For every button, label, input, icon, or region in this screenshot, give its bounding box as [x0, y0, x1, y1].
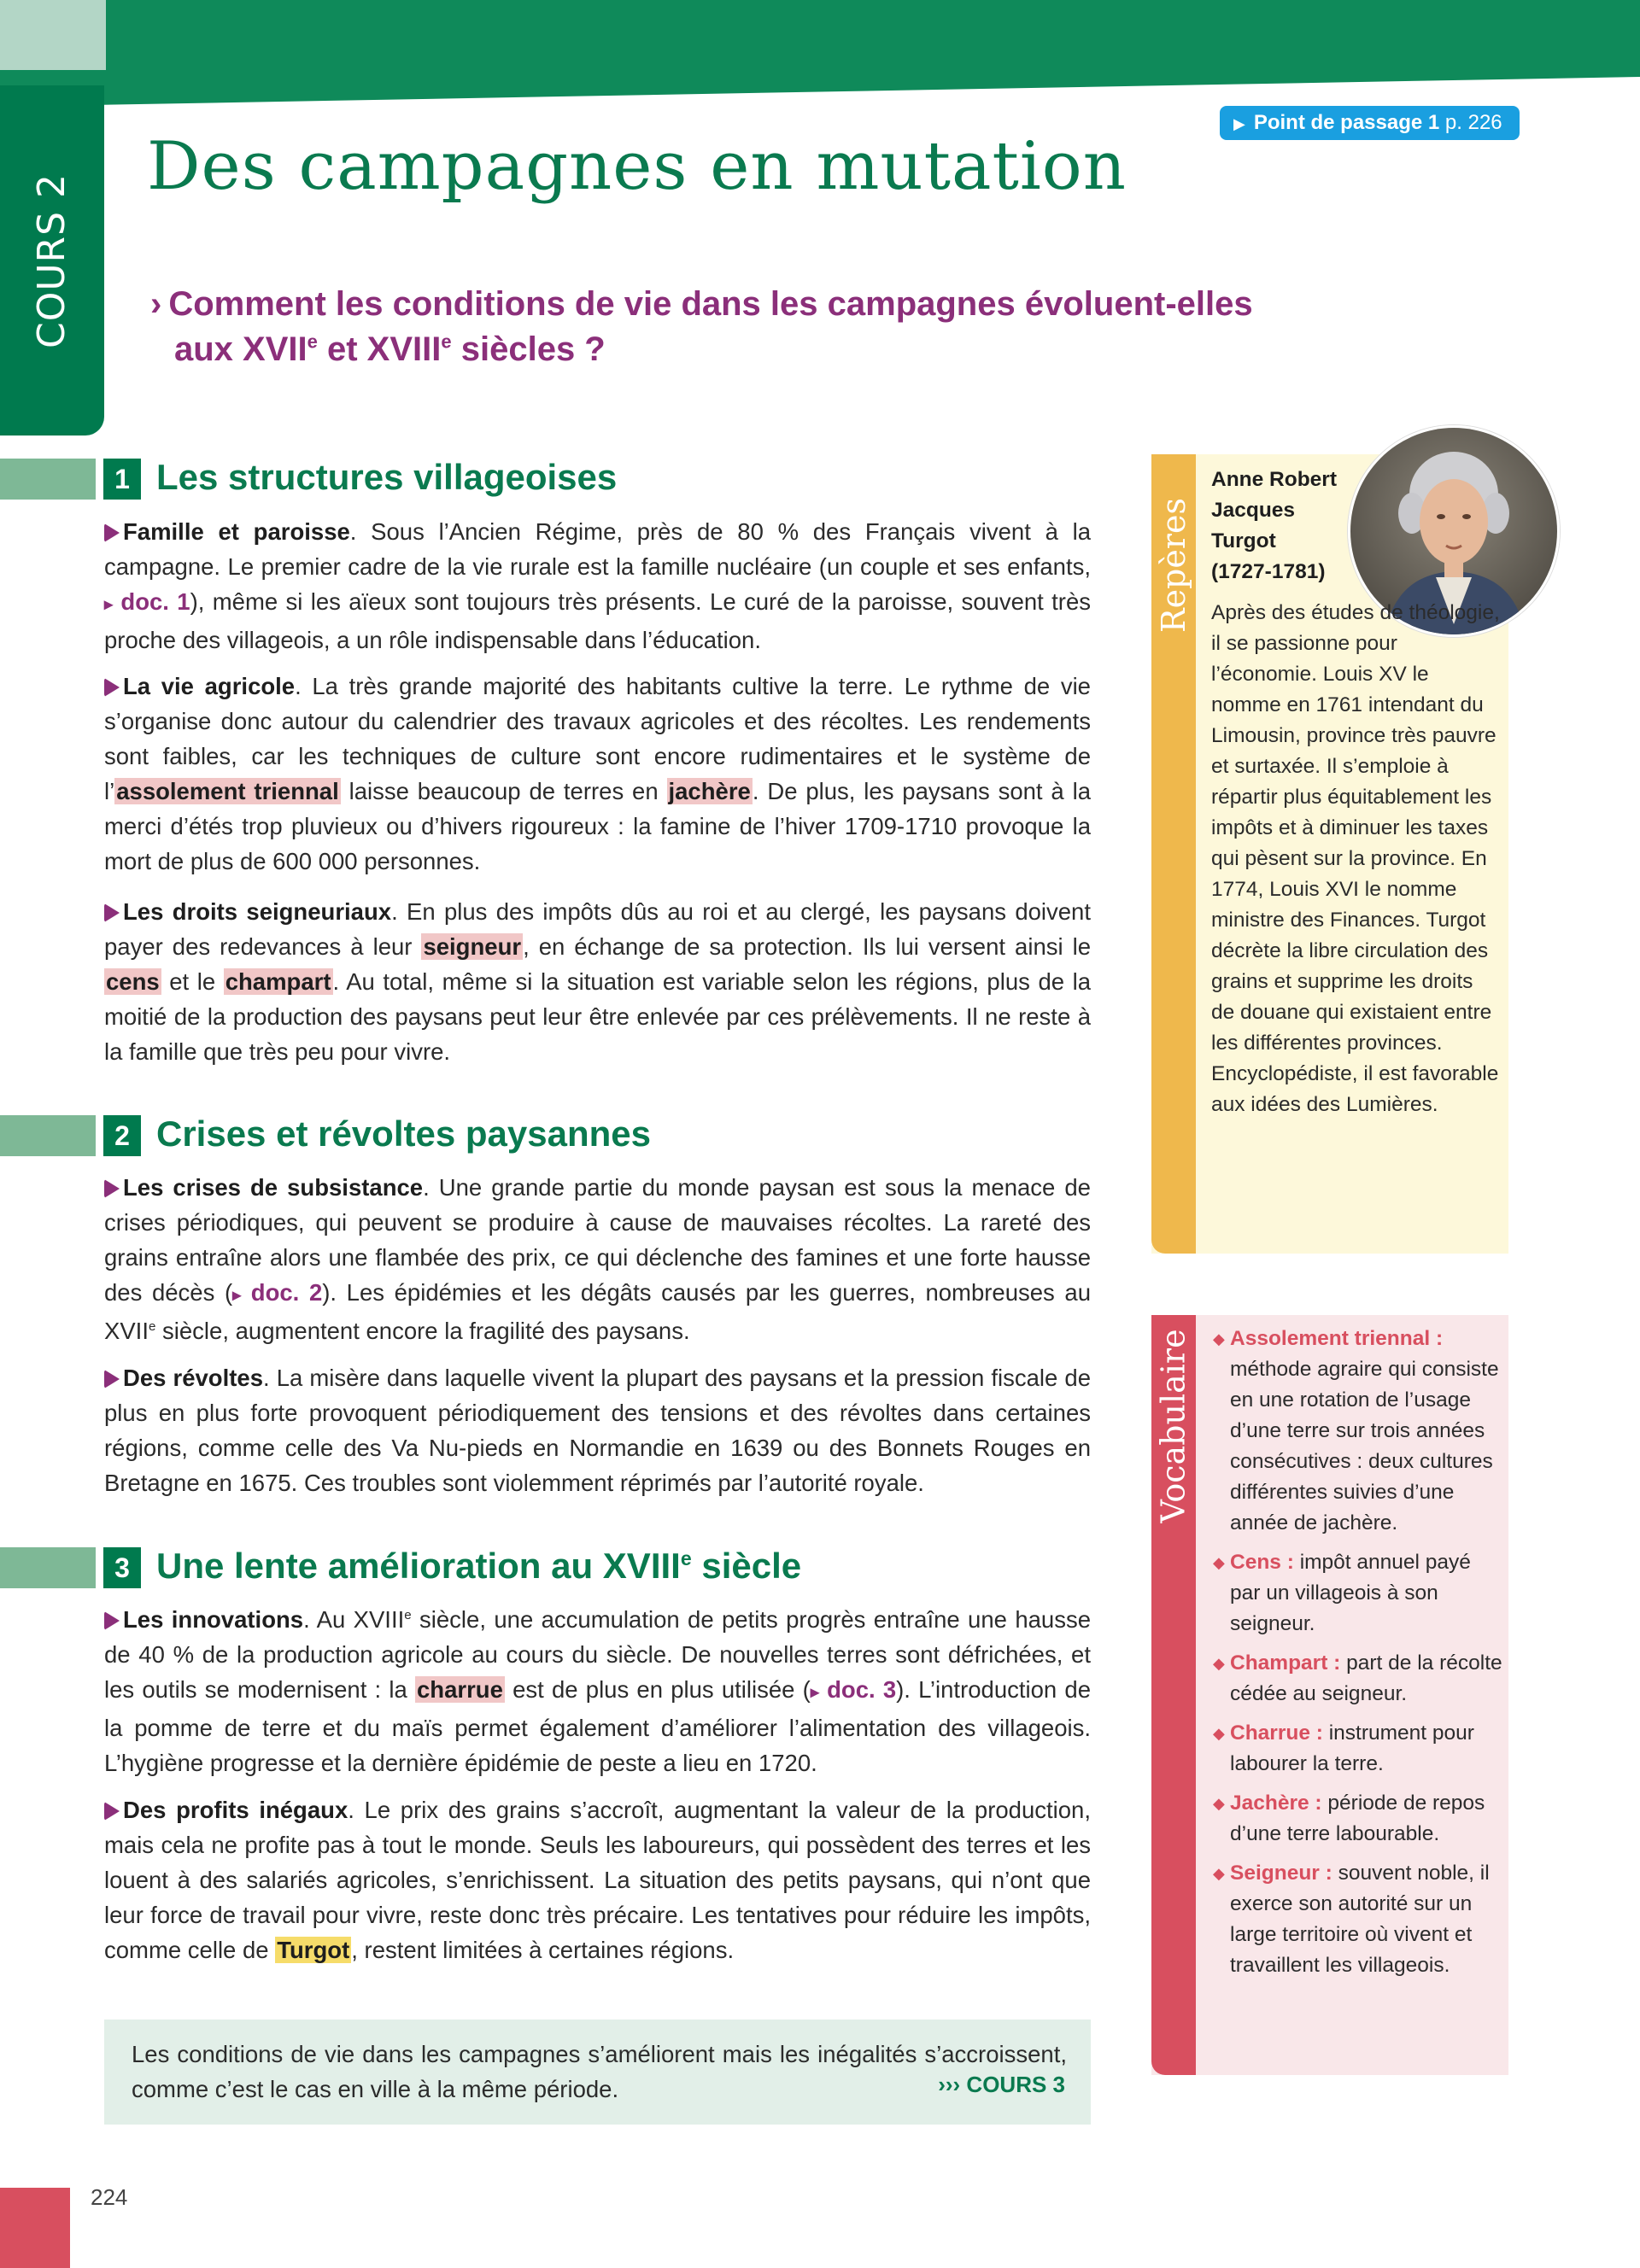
paragraph-vie-agricole: La vie agricole. La très grande majorité des habitants cultive la terre. Le rythme de vie s’organise donc autour du calendrier des travaux agricoles et des récoltes. Les rendements sont faibles, car les techniques de culture sont encore rudimentaires et le système de l’assolement triennal laisse beaucoup de terres en jachère. De plus, les paysans sont à la merci d’étés trop pluvieux ou d’hivers rigoureux : la famine de l’hiver 1709-1710 provoque la mort de plus de 600 000 personnes. [104, 673, 1091, 874]
bullet-icon [104, 678, 120, 697]
turgot-biography: Après des études de théologie, il se passionne pour l’économie. Louis XV le nomme en 1761 intendant du Limousin, province très pauvre et surtaxée. Il s’emploie à répartir plus équitablement les impôts et à diminuer les taxes qui pèsent sur la province. En 1774, Louis XVI le nomme ministre des Finances. Turgot décrète la libre circulation des grains et supprime les droits de douane qui existaient entre les différentes provinces. Encyclopédiste, il est favorable aux idées des Lumières. [1211, 601, 1500, 1116]
turgot-name: Anne Robert Jacques Turgot (1727-1781) [1211, 468, 1337, 583]
vocab-item-cens: ◆ Cens : impôt annuel payé par un villageois à son seigneur. [1213, 1547, 1503, 1640]
reperes-label: Repères [1155, 497, 1193, 634]
cours-label: COURS 2 [30, 172, 74, 348]
point-de-passage-page: p. 226 [1444, 111, 1502, 134]
term-seigneur[interactable]: seigneur [423, 933, 522, 960]
section-2-bar [0, 1115, 96, 1156]
section-1-bar [0, 459, 96, 500]
term-champart[interactable]: champart [225, 968, 331, 995]
vocab-item-jachere: ◆ Jachère : période de repos d’une terre labourable. [1213, 1788, 1503, 1850]
term-turgot[interactable]: Turgot [277, 1937, 350, 1963]
section-1-title: Les structures villageoises [156, 457, 618, 497]
vocab-item-assolement: ◆ Assolement triennal : méthode agraire qui consiste en une rotation de l’usage d’une terre sur trois années consécutives : deux cultures différentes suivies d’une année de jachère. [1213, 1324, 1503, 1539]
conclusion-text: Les conditions de vie dans les campagnes s’améliorent mais les inégalités s’accroissent, comme c’est le cas en ville à la même période. [132, 2041, 1067, 2102]
bullet-icon [104, 903, 120, 922]
point-de-passage-label: Point de passage 1 [1253, 111, 1440, 134]
term-charrue[interactable]: charrue [417, 1676, 503, 1703]
term-cens[interactable]: cens [106, 968, 160, 995]
diamond-icon: ◆ [1213, 1865, 1225, 1882]
vocab-item-champart: ◆ Champart : part de la récolte cédée au seigneur. [1213, 1648, 1503, 1710]
problematic-question: › Comment les conditions de vie dans les campagnes évoluent-elles aux XVIIe et XVIIIe siècles ? [150, 285, 1253, 368]
section-2-title: Crises et révoltes paysannes [156, 1114, 651, 1154]
diamond-icon: ◆ [1213, 1725, 1225, 1742]
paragraph-crises-subsistance: Les crises de subsistance. Une grande partie du monde paysan est sous la menace de crises périodiques, qui peuvent se produire à cause de mauvaises récoltes. La rareté des grains entraîne alors une flambée des prix, ce qui déclenche des famines et une forte hausse des décès (▸ doc. 2). Les épidémies et les dégâts causés par les guerres, nombreuses au XVIIe siècle, augmentent encore la fragilité des paysans. [104, 1174, 1092, 1344]
diamond-icon: ◆ [1213, 1330, 1225, 1347]
diamond-icon: ◆ [1213, 1795, 1225, 1812]
paragraph-revoltes: Des révoltes. La misère dans laquelle vivent la plupart des paysans et la pression fiscale de plus en plus forte provoquent périodiquement des tensions et des révoltes dans certaines régions, comme celle des Va Nu-pieds en Normandie en 1639 ou des Bonnets Rouges en Bretagne en 1675. Ces troubles sont violemment réprimés par l’autorité royale. [104, 1365, 1091, 1496]
corner-block [0, 0, 106, 70]
reperes-strip [1151, 454, 1196, 1254]
doc-3-link[interactable]: ▸ doc. 3 [810, 1676, 897, 1703]
chevron-right-icon: › [150, 285, 162, 323]
term-jachere[interactable]: jachère [668, 778, 751, 804]
doc-2-link[interactable]: ▸ doc. 2 [232, 1279, 323, 1306]
section-3-number: 3 [103, 1547, 141, 1588]
vocab-item-seigneur: ◆ Seigneur : souvent noble, il exerce son autorité sur un large territoire où vivent et travaillent les villageois. [1213, 1858, 1503, 1981]
paragraph-innovations: Les innovations. Au XVIIIe siècle, une accumulation de petits progrès entraîne une hausse de 40 % de la production agricole au cours du siècle. De nouvelles terres sont défrichées, et les outils se modernisent : la charrue est de plus en plus utilisée (▸ doc. 3). L’introduction de la pomme de terre et du maïs permet également d’améliorer l’alimentation des villageois. L’hygiène progresse et la dernière épidémie de peste a lieu en 1720. [104, 1606, 1091, 1776]
section-1-number: 1 [103, 459, 141, 500]
bullet-icon [104, 1179, 120, 1198]
top-band [0, 0, 1640, 107]
doc-1-link[interactable]: ▸ doc. 1 [104, 588, 190, 615]
diamond-icon: ◆ [1213, 1655, 1225, 1672]
section-3-title: Une lente amélioration au XVIIIe siècle [156, 1546, 802, 1586]
cours-tab [0, 85, 104, 435]
cours-3-link[interactable]: ››› COURS 3 [938, 2072, 1065, 2097]
page-number: 224 [91, 2184, 128, 2210]
play-icon: ▶ [1233, 115, 1245, 132]
vocabulaire-list [1213, 1324, 1503, 1990]
term-assolement-triennal[interactable]: assolement triennal [116, 778, 339, 804]
section-3-bar [0, 1547, 96, 1588]
bullet-icon [104, 1611, 120, 1630]
bullet-icon [104, 1370, 120, 1388]
point-de-passage-badge[interactable] [1220, 106, 1520, 140]
bullet-icon [104, 523, 120, 542]
conclusion-box [104, 2020, 1091, 2125]
vocabulaire-strip [1151, 1315, 1196, 2075]
page-title: Des campagnes en mutation [147, 128, 1127, 205]
section-2-number: 2 [103, 1115, 141, 1156]
vocabulaire-label: Vocabulaire [1155, 1329, 1192, 1523]
diamond-icon: ◆ [1213, 1554, 1225, 1571]
paragraph-profits-inegaux: Des profits inégaux. Le prix des grains s’accroît, augmentant la valeur de la production, mais cela ne profite pas à tout le monde. Seuls les laboureurs, qui possèdent des terres et les louent à des salariés agricoles, s’enrichissent. La situation des petits paysans, qui n’ont que leur force de travail pour vivre, reste donc très précaire. Les tentatives pour réduire les impôts, comme celle de Turgot, restent limitées à certaines régions. [104, 1797, 1091, 1963]
paragraph-droits-seigneuriaux: Les droits seigneuriaux. En plus des impôts dûs au roi et au clergé, les paysans doivent payer des redevances à leur seigneur, en échange de sa protection. Ils lui versent ainsi le cens et le champart. Au total, même si la situation est variable selon les régions, plus de la moitié de la production des paysans peut leur être enlevée par ces prélèvements. Il ne reste à la famille que très peu pour vivre. [104, 898, 1091, 1065]
bullet-icon [104, 1802, 120, 1821]
vocab-item-charrue: ◆ Charrue : instrument pour labourer la terre. [1213, 1718, 1503, 1780]
page-number-bar [0, 2188, 70, 2268]
paragraph-famille-paroisse: Famille et paroisse. Sous l’Ancien Régime, près de 80 % des Français vivent à la campagne. Le premier cadre de la vie rurale est la famille nucléaire (un couple et ses enfants, ▸ doc. 1), même si les aïeux sont toujours très présents. Le curé de la paroisse, souvent très proche des villageois, a un rôle indispensable dans l’éducation. [104, 518, 1092, 653]
